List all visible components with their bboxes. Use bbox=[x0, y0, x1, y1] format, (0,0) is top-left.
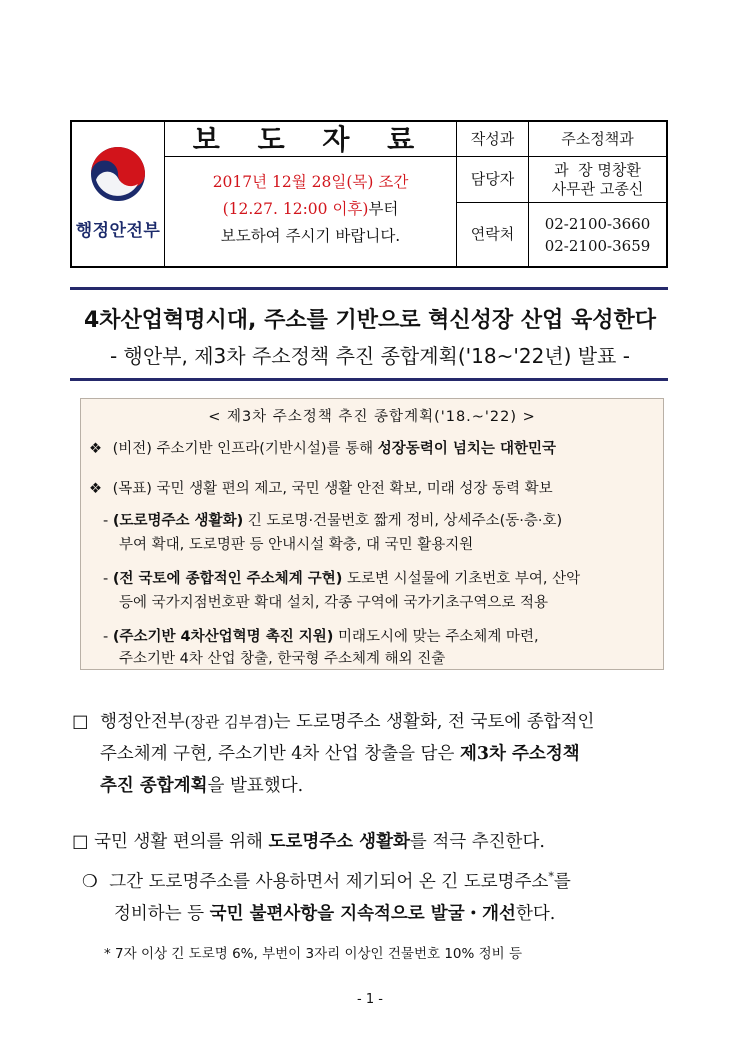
embargo-from: 부터 bbox=[368, 200, 399, 218]
org-name: 행정안전부 bbox=[75, 221, 161, 241]
headline: 4차산업혁명시대, 주소를 기반으로 혁신성장 산업 육성한다 bbox=[83, 308, 656, 333]
diamond-bullet-icon: ❖ bbox=[89, 481, 102, 497]
item-3-bold: (주소기반 4차산업혁명 촉진 지원) bbox=[112, 629, 334, 645]
press-release-title: 보 도 자 료 bbox=[192, 122, 429, 156]
release-date: 2017년 12월 28일(목) 조간 bbox=[212, 173, 409, 191]
checkbox-square-icon: □ bbox=[72, 832, 89, 852]
summary-box bbox=[80, 398, 664, 670]
phone-numbers bbox=[529, 203, 666, 266]
paragraph-2: □ 국민 생활 편의를 위해 도로명주소 생활화를 적극 추진한다. bbox=[72, 832, 545, 852]
vision-text: 주소기반 인프라(기반시설)를 통해 bbox=[156, 441, 374, 457]
goal-line bbox=[89, 477, 553, 498]
circle-bullet-icon: ❍ bbox=[82, 872, 98, 892]
vision-bold: 성장동력이 넘치는 대한민국 bbox=[377, 441, 556, 457]
phone-2: 02-2100-3659 bbox=[544, 236, 651, 255]
checkbox-square-icon: □ bbox=[72, 712, 89, 732]
phone-1: 02-2100-3660 bbox=[544, 214, 651, 233]
goal-label: (목표) bbox=[112, 481, 152, 497]
page-number: - 1 - bbox=[357, 992, 383, 1007]
author-dept: 주소정책과 bbox=[561, 129, 634, 148]
paragraph-1-line-1: □ 행정안전부(장관 김부겸)는 도로명주소 생활화, 전 국토에 종합적인 bbox=[72, 712, 595, 732]
item-1-line-2: 부여 확대, 도로명판 등 안내시설 확충, 대 국민 활용지원 bbox=[119, 537, 474, 553]
headline-bottom-rule bbox=[70, 378, 668, 381]
subheadline: - 행안부, 제3차 주소정책 추진 종합계획('18~'22년) 발표 - bbox=[109, 344, 631, 368]
contact-persons bbox=[529, 157, 666, 202]
taegeuk-emblem-icon bbox=[88, 144, 148, 204]
embargo-info bbox=[165, 157, 456, 267]
headline-top-rule bbox=[70, 287, 668, 290]
label-contact-person: 담당자 bbox=[470, 170, 515, 188]
paragraph-1-line-3: 추진 종합계획을 발표했다. bbox=[100, 776, 304, 796]
label-author: 작성과 bbox=[470, 129, 515, 148]
item-1-bold: (도로명주소 생활화) bbox=[112, 513, 244, 529]
paragraph-3-line-2: 정비하는 등 국민 불편사항을 지속적으로 발굴・개선한다. bbox=[114, 904, 556, 924]
item-1-line-1: - (도로명주소 생활화) 긴 도로명·건물번호 짧게 정비, 상세주소(동·층·호) bbox=[103, 513, 563, 529]
press-header-table bbox=[70, 120, 668, 268]
paragraph-3-line-1: ❍ 그간 도로명주소를 사용하면서 제기되어 온 긴 도로명주소*를 bbox=[82, 870, 571, 892]
goal-text: 국민 생활 편의 제고, 국민 생활 안전 확보, 미래 성장 동력 확보 bbox=[156, 481, 553, 497]
contact-director: 과 장 명창환 bbox=[554, 160, 641, 179]
item-2-bold: (전 국토에 종합적인 주소체계 구현) bbox=[112, 571, 343, 587]
item-2-line-2: 등에 국가지점번호판 확대 설치, 각종 구역에 국가기초구역으로 적용 bbox=[119, 595, 549, 611]
summary-title: < 제3차 주소정책 추진 종합계획('18.~'22) > bbox=[208, 409, 536, 425]
item-3-line-2: 주소기반 4차 산업 창출, 한국형 주소체계 해외 진출 bbox=[119, 651, 446, 667]
item-2-line-1: - (전 국토에 종합적인 주소체계 구현) 도로변 시설물에 기초번호 부여, 산악 bbox=[103, 571, 581, 587]
contact-officer: 사무관 고종신 bbox=[551, 179, 644, 198]
diamond-bullet-icon: ❖ bbox=[89, 441, 102, 457]
footnote: * 7자 이상 긴 도로명 6%, 부번이 3자리 이상인 건물번호 10% 정비 등 bbox=[104, 946, 523, 962]
item-3-line-1: - (주소기반 4차산업혁명 촉진 지원) 미래도시에 맞는 주소체계 마련, bbox=[103, 629, 539, 645]
paragraph-1-line-2: 주소체계 구현, 주소기반 4차 산업 창출을 담은 제3차 주소정책 bbox=[100, 744, 580, 764]
vision-line bbox=[89, 437, 556, 458]
embargo-request: 보도하여 주시기 바랍니다. bbox=[220, 227, 401, 245]
label-phone: 연락처 bbox=[470, 225, 515, 243]
vision-label: (비전) bbox=[112, 441, 152, 457]
ministry-logo bbox=[72, 122, 164, 266]
embargo-time: (12.27. 12:00 이후) bbox=[222, 200, 369, 218]
